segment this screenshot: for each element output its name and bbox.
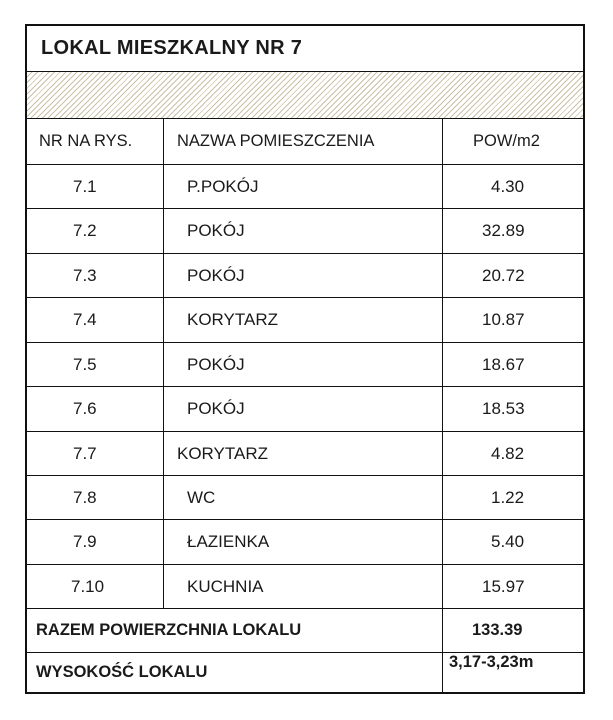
room-area: 20.72 <box>482 265 525 285</box>
total-label: RAZEM POWIERZCHNIA LOKALU <box>36 621 302 639</box>
room-area: 15.97 <box>482 576 525 596</box>
room-name: KUCHNIA <box>187 576 264 596</box>
room-number: 7.3 <box>73 265 97 285</box>
room-number: 7.10 <box>71 576 105 596</box>
room-number: 7.8 <box>73 487 97 507</box>
table-row <box>27 432 583 476</box>
column-divider <box>442 119 443 164</box>
room-name: POKÓJ <box>187 221 245 240</box>
room-area: 18.67 <box>482 354 525 374</box>
table-row <box>27 254 583 298</box>
title-row <box>27 26 583 72</box>
height-value: 3,17-3,23m <box>449 653 534 671</box>
height-row <box>27 653 583 692</box>
table-row <box>27 343 583 387</box>
room-area: 4.30 <box>491 176 525 196</box>
column-divider <box>163 119 164 164</box>
table-title: LOKAL MIESZKALNY NR 7 <box>41 37 303 59</box>
room-name: KORYTARZ <box>177 443 268 463</box>
room-name: WC <box>187 487 216 507</box>
room-area: 10.87 <box>482 310 525 329</box>
hatch-strip <box>27 72 583 119</box>
room-number: 7.5 <box>73 354 97 374</box>
room-number: 7.9 <box>73 532 97 551</box>
header-nr: NR NA RYS. <box>39 132 133 150</box>
table-row <box>27 520 583 565</box>
table-row <box>27 209 583 254</box>
room-name: POKÓJ <box>187 399 245 418</box>
room-number: 7.7 <box>73 443 97 463</box>
room-name: P.POKÓJ <box>187 176 259 196</box>
room-name: POKÓJ <box>187 354 245 374</box>
room-name: POKÓJ <box>187 265 245 285</box>
room-number: 7.4 <box>73 310 97 329</box>
room-area: 18.53 <box>482 399 525 418</box>
room-area: 32.89 <box>482 221 525 240</box>
table-row <box>27 165 583 209</box>
header-nazwa: NAZWA POMIESZCZENIA <box>177 132 375 150</box>
table-row <box>27 476 583 520</box>
room-area-table <box>25 24 585 694</box>
total-value: 133.39 <box>472 621 523 639</box>
room-number: 7.1 <box>73 176 97 196</box>
room-area: 4.82 <box>491 443 525 463</box>
table-row <box>27 387 583 432</box>
table-row <box>27 298 583 343</box>
room-name: KORYTARZ <box>187 310 278 329</box>
table-row <box>27 565 583 609</box>
height-label: WYSOKOŚĆ LOKALU <box>36 663 208 681</box>
header-row <box>27 119 583 165</box>
room-name: ŁAZIENKA <box>187 532 270 551</box>
room-area: 5.40 <box>491 532 525 551</box>
room-area: 1.22 <box>491 487 525 507</box>
header-pow: POW/m2 <box>473 132 540 150</box>
room-number: 7.2 <box>73 221 97 240</box>
room-number: 7.6 <box>73 399 97 418</box>
